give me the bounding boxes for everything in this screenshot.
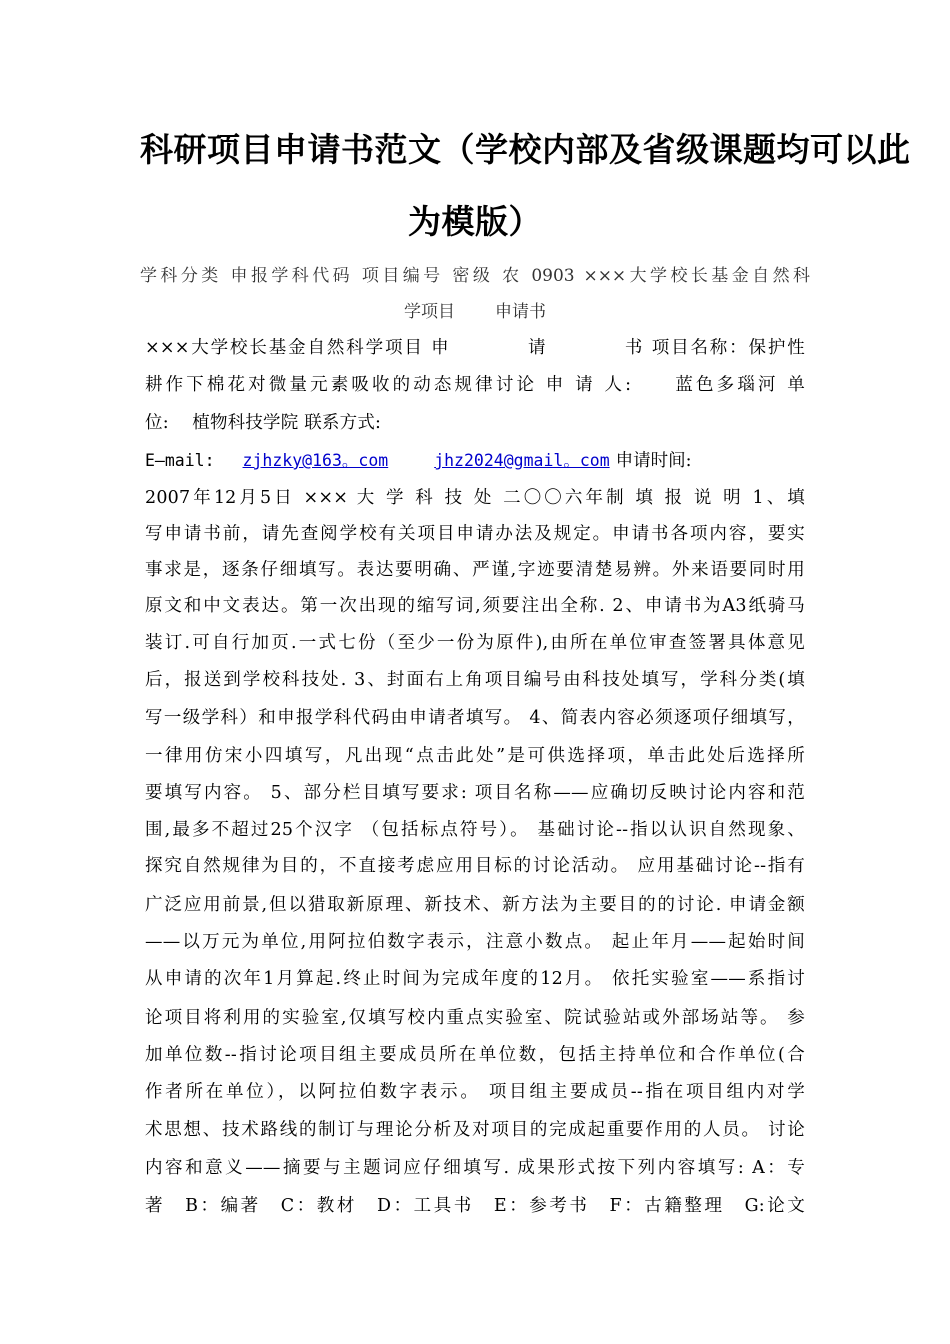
body-line: ——以万元为单位,用阿拉伯数字表示，注意小数点。 起止年月——起始时间: [145, 932, 805, 952]
body-line: 2007年12月5日 ××× 大 学 科 技 处 二〇〇六年制 填 报 说 明 1、填: [145, 488, 805, 508]
email-link-gmail[interactable]: jhz2024@gmail。com: [434, 451, 610, 470]
body-line: 事求是，逐条仔细填写。表达要明确、严谨,字迹要清楚易辨。外来语要同时用: [145, 560, 805, 580]
body-line: 论项目将利用的实验室,仅填写校内重点实验室、院试验站或外部场站等。 参: [145, 1008, 805, 1028]
body-line: 要填写内容。 5、部分栏目填写要求: 项目名称——应确切反映讨论内容和范: [145, 783, 805, 803]
body-line: 装订.可自行加页.一式七份（至少一份为原件),由所在单位审查签署具体意见: [145, 633, 805, 653]
body-line: 写一级学科）和申报学科代码由申请者填写。 4、简表内容必须逐项仔细填写，: [145, 708, 805, 728]
body-line: 作者所在单位），以阿拉伯数字表示。 项目组主要成员--指在项目组内对学: [145, 1082, 805, 1102]
subtitle-project-label: 学项目: [404, 302, 455, 322]
body-line: 探究自然规律为目的，不直接考虑应用目标的讨论活动。 应用基础讨论--指有: [145, 856, 805, 876]
application-time-label: 申请时间:: [615, 451, 692, 471]
body-line: 术思想、技术路线的制订与理论分析及对项目的完成起重要作用的人员。 讨论: [145, 1120, 805, 1140]
body-line: ×××大学校长基金自然科学项目 申 请 书 项目名称：保护性: [145, 338, 805, 358]
body-line: 位: 植物科技学院 联系方式:: [145, 413, 382, 433]
body-line: 原文和中文表达。第一次出现的缩写词,须要注出全称. 2、申请书为A3纸骑马: [145, 596, 805, 616]
body-line: 耕作下棉花对微量元素吸收的动态规律讨论 申 请 人: 蓝色多瑙河 单: [145, 375, 805, 395]
email-link-163[interactable]: zjhzky@163。com: [242, 451, 389, 470]
body-line: 围,最多不超过25个汉字 （包括标点符号）。 基础讨论--指以认识自然现象、: [145, 820, 805, 840]
body-line: 写申请书前，请先查阅学校有关项目申请办法及规定。申请书各项内容，要实: [145, 524, 805, 544]
subtitle-line-1: 学科分类 申报学科代码 项目编号 密级 农 0903 ×××大学校长基金自然科: [140, 266, 810, 286]
subtitle-line-2: [140, 300, 810, 324]
subtitle-application-label: 申请书: [495, 302, 546, 322]
body-line: 著 B：编著 C：教材 D：工具书 E：参考书 F：古籍整理 G:论文: [145, 1196, 805, 1216]
body-line: 从申请的次年1月算起.终止时间为完成年度的12月。 依托实验室——系指讨: [145, 969, 805, 989]
body-line: 内容和意义——摘要与主题词应仔细填写. 成果形式按下列内容填写: A：专: [145, 1158, 805, 1178]
document-title-line-2: 为模版）: [408, 202, 542, 241]
email-line: [145, 448, 805, 474]
document-title-line-1: 科研项目申请书范文（学校内部及省级课题均可以此: [140, 130, 911, 169]
body-line: 一律用仿宋小四填写，凡出现“点击此处”是可供选择项，单击此处后选择所: [145, 746, 805, 766]
body-line: 加单位数--指讨论项目组主要成员所在单位数，包括主持单位和合作单位(合: [145, 1045, 805, 1065]
body-line: 广泛应用前景,但以猎取新原理、新技术、新方法为主要目的的讨论. 申请金额: [145, 895, 805, 915]
body-line: 后，报送到学校科技处. 3、封面右上角项目编号由科技处填写，学科分类(填: [145, 670, 805, 690]
email-label: E—mail:: [145, 451, 215, 470]
